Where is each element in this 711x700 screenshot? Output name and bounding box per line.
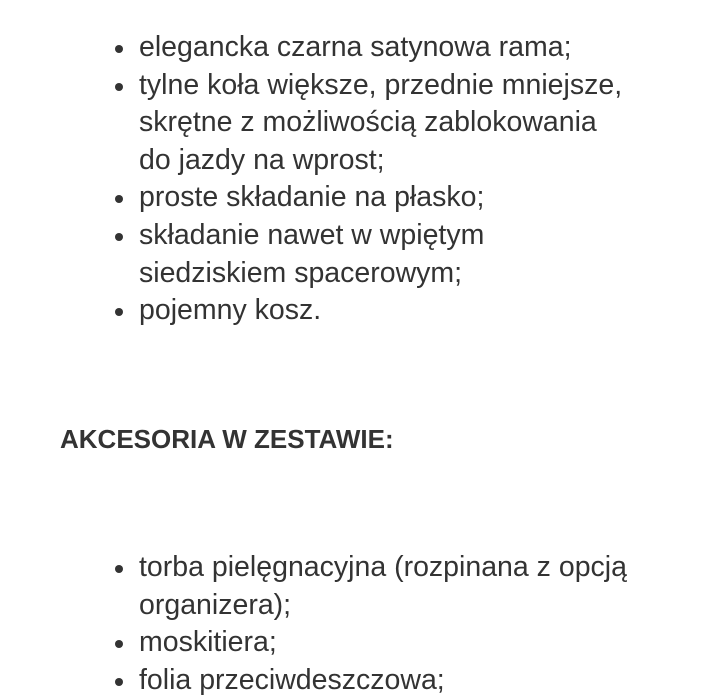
list-item <box>112 292 632 330</box>
list-item <box>112 624 632 662</box>
list-item-text: torba pielęgnacyjna (rozpinana z opcją organizera); <box>139 551 627 621</box>
bullet-dot-icon <box>115 565 123 573</box>
bullet-dot-icon <box>115 195 123 203</box>
bullet-dot-icon <box>115 678 123 686</box>
list-item-text: tylne koła większe, przednie mniejsze, skrętne z możliwością zablokowania do jazdy na wprost; <box>139 68 623 176</box>
list-item <box>112 67 632 180</box>
features-list <box>112 29 632 330</box>
accessories-list <box>112 549 632 699</box>
bullet-dot-icon <box>115 83 123 91</box>
accessories-heading: AKCESORIA W ZESTAWIE: <box>60 424 394 454</box>
bullet-dot-icon <box>115 640 123 648</box>
list-item-text: składanie nawet w wpiętym siedziskiem spacerowym; <box>139 218 485 289</box>
list-item <box>112 662 632 700</box>
list-item-text: folia przeciwdeszczowa; <box>139 663 445 696</box>
list-item <box>112 179 632 217</box>
bullet-dot-icon <box>115 308 123 316</box>
list-item-text: proste składanie na płasko; <box>139 181 485 214</box>
list-item <box>112 217 632 292</box>
list-item-text: moskitiera; <box>139 626 277 659</box>
list-item <box>112 549 632 624</box>
bullet-dot-icon <box>115 45 123 53</box>
list-item-text: elegancka czarna satynowa rama; <box>139 31 572 63</box>
list-item <box>112 29 632 67</box>
bullet-dot-icon <box>115 233 123 241</box>
list-item-text: pojemny kosz. <box>139 294 322 327</box>
